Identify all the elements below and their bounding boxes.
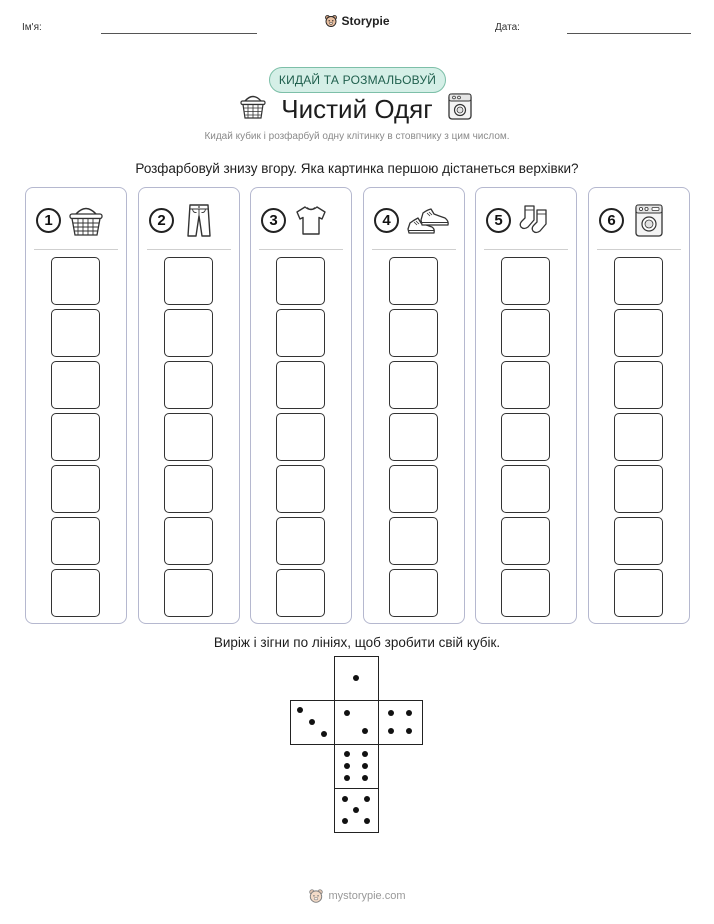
color-cell[interactable] [501,257,550,305]
die-pip [344,763,350,769]
column-number: 5 [486,208,511,233]
color-cell[interactable] [389,361,438,409]
die-pip [388,728,394,734]
column-5 [475,187,577,624]
color-cell[interactable] [389,257,438,305]
color-cell[interactable] [389,517,438,565]
color-cell[interactable] [614,569,663,617]
color-cell[interactable] [164,465,213,513]
color-cell[interactable] [276,517,325,565]
die-face-6[interactable] [334,744,379,789]
die-pip [362,728,368,734]
color-cell[interactable] [389,413,438,461]
page-title: Чистий Одяг [281,94,433,124]
column-4 [363,187,465,624]
cut-instruction: Виріж і зігни по лініях, щоб зробити свій кубік. [213,635,501,650]
die-pip [344,710,350,716]
color-cell[interactable] [51,413,100,461]
color-cell[interactable] [389,569,438,617]
die-pip [344,751,350,757]
name-label: Ім'я: [22,22,42,33]
die-pip [342,818,348,824]
color-cell[interactable] [614,465,663,513]
brand-name: Storypie [341,14,390,28]
column-number: 2 [149,208,174,233]
brand-logo [0,14,714,31]
column-number: 6 [599,208,624,233]
die-face-5[interactable] [334,788,379,833]
color-cell[interactable] [501,465,550,513]
color-cell[interactable] [164,569,213,617]
color-cell[interactable] [501,309,550,357]
die-pip [297,707,303,713]
color-cell[interactable] [501,361,550,409]
die-face-4[interactable] [378,700,423,745]
footer-site[interactable]: mystorypie.com [328,890,406,902]
die-pip [309,719,315,725]
washing-machine-icon [446,91,474,121]
color-cell[interactable] [614,309,663,357]
die-pip [362,751,368,757]
color-cell[interactable] [51,257,100,305]
column-number: 4 [374,208,399,233]
bear-logo-icon [308,888,324,904]
die-pip [321,731,327,737]
socks-icon [517,202,555,238]
column-number: 1 [36,208,61,233]
color-cell[interactable] [614,517,663,565]
tshirt-icon [292,202,330,238]
subtitle: Кидай кубик і розфарбуй одну клітинку в стовпчику з цим числом. [204,131,510,142]
name-line[interactable] [101,33,257,34]
die-pip [362,763,368,769]
category-badge: КИДАЙ ТА РОЗМАЛЬОВУЙ [269,67,446,93]
sneakers-icon [405,202,451,238]
date-line[interactable] [567,33,691,34]
color-cell[interactable] [276,257,325,305]
color-cell[interactable] [276,569,325,617]
die-pip [353,807,359,813]
color-cell[interactable] [614,257,663,305]
die-pip [342,796,348,802]
column-2 [138,187,240,624]
die-pip [362,775,368,781]
column-3 [250,187,352,624]
date-label: Дата: [495,22,520,33]
color-cell[interactable] [389,309,438,357]
instruction-text: Розфарбовуй знизу вгору. Яка картинка першою дістанеться верхівки? [135,161,579,176]
color-cell[interactable] [164,413,213,461]
color-cell[interactable] [276,361,325,409]
color-cell[interactable] [389,465,438,513]
column-6 [588,187,690,624]
column-number: 3 [261,208,286,233]
laundry-basket-icon [67,202,105,238]
color-cell[interactable] [51,569,100,617]
color-cell[interactable] [501,413,550,461]
color-cell[interactable] [51,309,100,357]
color-cell[interactable] [51,465,100,513]
bear-logo-icon [324,14,338,28]
color-cell[interactable] [51,517,100,565]
die-face-1[interactable] [334,656,379,701]
color-cell[interactable] [51,361,100,409]
die-pip [406,710,412,716]
footer [0,888,714,907]
washing-machine-icon [630,202,668,238]
jeans-icon [180,202,218,238]
color-cell[interactable] [501,517,550,565]
color-cell[interactable] [164,517,213,565]
color-cell[interactable] [164,309,213,357]
color-cell[interactable] [614,413,663,461]
color-cell[interactable] [614,361,663,409]
column-1 [25,187,127,624]
die-pip [364,818,370,824]
die-pip [344,775,350,781]
color-cell[interactable] [501,569,550,617]
die-pip [353,675,359,681]
die-pip [406,728,412,734]
color-cell[interactable] [164,257,213,305]
die-face-2[interactable] [334,700,379,745]
die-pip [388,710,394,716]
color-cell[interactable] [276,465,325,513]
color-cell[interactable] [276,309,325,357]
color-cell[interactable] [276,413,325,461]
die-pip [364,796,370,802]
die-face-3[interactable] [290,700,335,745]
color-cell[interactable] [164,361,213,409]
